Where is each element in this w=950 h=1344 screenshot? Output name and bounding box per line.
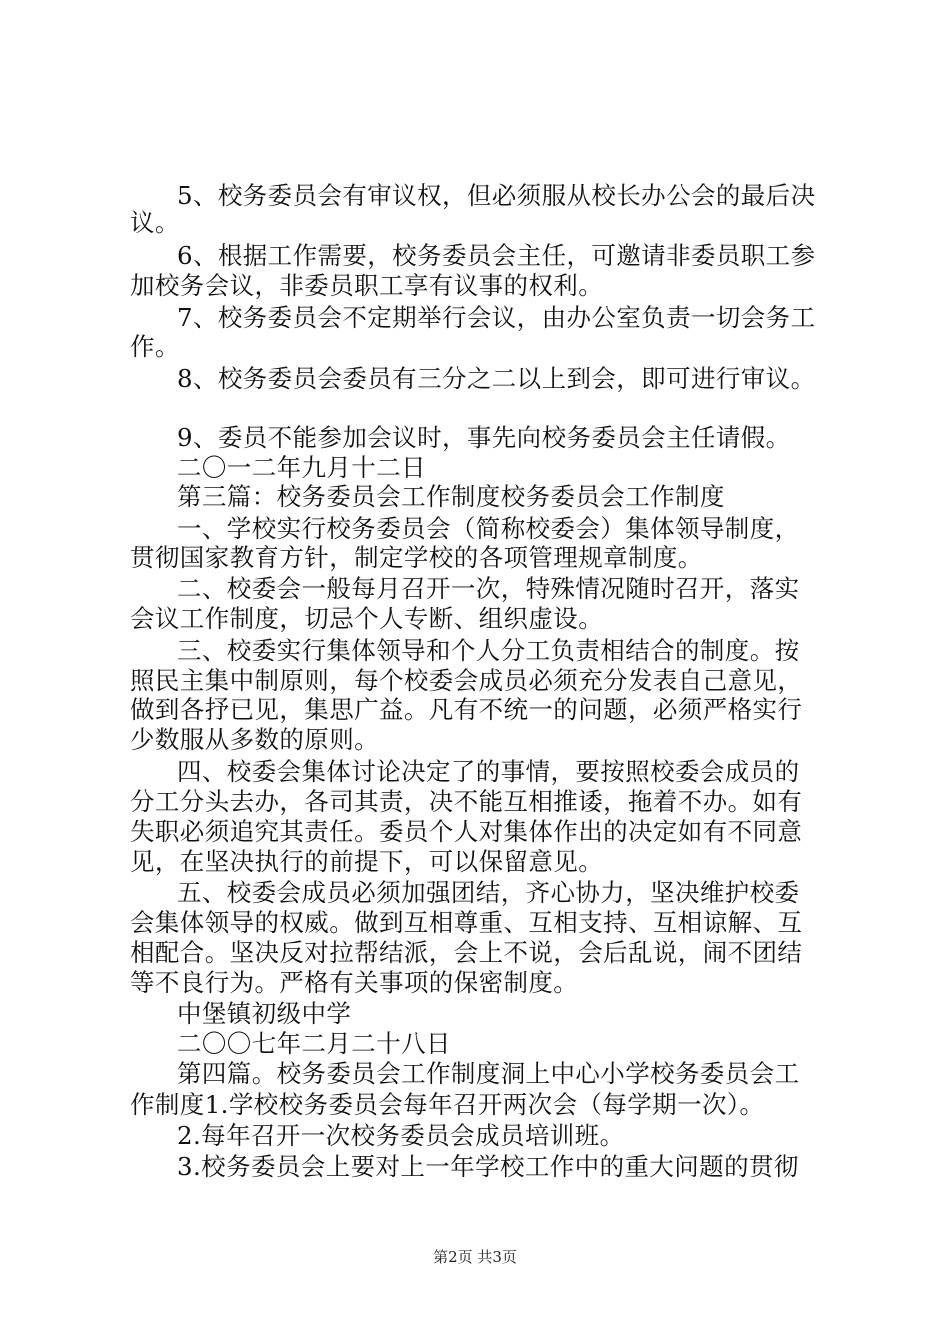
text-line: 7、校务委员会不定期举行会议，由办公室负责一切会务工 (177, 303, 816, 332)
text-line: 失职必须追究其责任。委员个人对集体作出的决定如有不同意 (130, 817, 803, 846)
text-line: 一、学校实行校务委员会（简称校委会）集体领导制度， (177, 514, 800, 543)
text-line: 6、根据工作需要，校务委员会主任，可邀请非委员职工参 (177, 241, 816, 270)
text-line: 2.每年召开一次校务委员会成员培训班。 (177, 1121, 625, 1150)
text-line: 5、校务委员会有审议权，但必须服从校长办公会的最后决 (177, 181, 816, 210)
text-line: 作制度1.学校校务委员会每年召开两次会（每学期一次）。 (130, 1090, 765, 1119)
text-line: 会集体领导的权威。做到互相尊重、互相支持、互相谅解、互 (130, 908, 803, 937)
text-line: 三、校委实行集体领导和个人分工负责相结合的制度。按 (177, 636, 800, 665)
text-line: 少数服从多数的原则。 (130, 725, 379, 754)
text-line: 相配合。坚决反对拉帮结派，会上不说，会后乱说，闹不团结 (130, 938, 803, 967)
text-line: 中堡镇初级中学 (177, 999, 352, 1028)
text-line: 五、校委会成员必须加强团结，齐心协力，坚决维护校委 (177, 878, 800, 907)
text-line: 二〇〇七年二月二十八日 (177, 1029, 451, 1058)
text-line: 做到各抒已见，集思广益。凡有不统一的问题，必须严格实行 (130, 695, 803, 724)
page-footer: 第2页 共3页 (433, 1248, 517, 1266)
section-heading: 第三篇：校务委员会工作制度校务委员会工作制度 (177, 482, 725, 511)
text-line: 四、校委会集体讨论决定了的事情，要按照校委会成员的 (177, 757, 800, 786)
text-line: 等不良行为。严格有关事项的保密制度。 (130, 968, 579, 997)
text-line: 9、委员不能参加会议时，事先向校务委员会主任请假。 (177, 423, 791, 452)
text-line: 议。 (130, 208, 180, 237)
text-line: 照民主集中制原则，每个校委会成员必须充分发表自己意见， (130, 666, 803, 695)
text-line: 作。 (130, 332, 180, 361)
text-line: 3.校务委员会上要对上一年学校工作中的重大问题的贯彻 (177, 1152, 799, 1181)
text-line: 加校务会议，非委员职工享有议事的权利。 (130, 271, 604, 300)
text-line: 分工分头去办，各司其责，决不能互相推诿，拖着不办。如有 (130, 787, 803, 816)
section-heading: 第四篇。校务委员会工作制度洞上中心小学校务委员会工 (177, 1059, 800, 1088)
text-line: 二〇一二年九月十二日 (177, 453, 426, 482)
text-line: 贯彻国家教育方针，制定学校的各项管理规章制度。 (130, 543, 703, 572)
text-line: 8、校务委员会委员有三分之二以上到会，即可进行审议。 (177, 364, 816, 393)
text-line: 二、校委会一般每月召开一次，特殊情况随时召开，落实 (177, 574, 800, 603)
text-line: 会议工作制度，切忌个人专断、组织虚设。 (130, 604, 604, 633)
text-line: 见，在坚决执行的前提下，可以保留意见。 (130, 847, 604, 876)
